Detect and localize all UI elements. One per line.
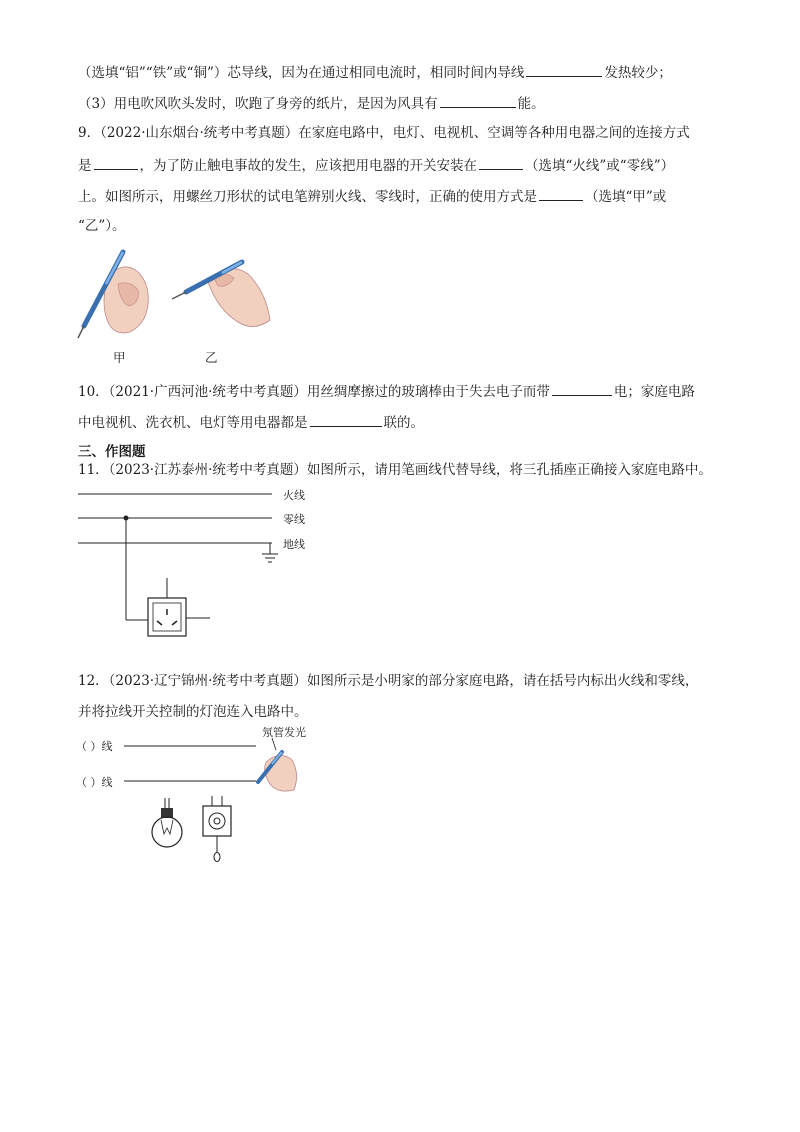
- neon-label: 氖管发光: [262, 726, 306, 739]
- q8-text: 能。: [517, 96, 545, 112]
- q9-line4: “乙”）。: [78, 218, 126, 234]
- q9-line1: 9．（2022·山东烟台·统考中考真题）在家庭电路中，电灯、电视机、空调等各种用电器之间的连接方式: [78, 125, 690, 141]
- wire2-label: （ ）线: [76, 776, 113, 789]
- q10-text: 联的。: [383, 415, 424, 431]
- section-title: 三、作图题: [78, 444, 146, 460]
- q9-text: 是: [78, 158, 92, 174]
- ground-wire-label: 地线: [283, 538, 305, 551]
- test-pen-hand-icon: [258, 738, 297, 791]
- q12-line2: 并将拉线开关控制的灯泡连入电路中。: [78, 704, 308, 720]
- q11-line1: 11．（2023·江苏泰州·统考中考真题）如图所示，请用笔画线代替导线，将三孔插座正确接入家庭电路中。: [78, 462, 712, 478]
- q8-text: （3）用电吹风吹头发时，吹跑了身旁的纸片，是因为风具有: [78, 96, 438, 112]
- neutral-wire-label: 零线: [283, 513, 305, 526]
- q10-text: 电；家庭电路: [613, 384, 695, 400]
- q8-text: （选填“铝”“铁”或“铜”）芯导线，因为在通过相同电流时，相同时间内导线: [78, 65, 525, 81]
- q12-line1: 12．（2023·辽宁锦州·统考中考真题）如图所示是小明家的部分家庭电路，请在括号内标出火线和零线，: [78, 673, 699, 689]
- light-bulb-icon: [152, 798, 182, 847]
- q9-text: 上。如图所示，用螺丝刀形状的试电笔辨别火线、零线时，正确的使用方式是: [78, 189, 537, 205]
- wire1-label: （ ）线: [76, 740, 113, 753]
- q8-text: 发热较少；: [604, 65, 672, 81]
- q10-text: 10．（2021·广西河池·统考中考真题）用丝绸摩擦过的玻璃棒由于失去电子而带: [78, 384, 550, 400]
- q9-text: （选填“甲”或: [585, 189, 667, 205]
- pull-switch-icon: [203, 796, 231, 862]
- q10-text: 中电视机、洗衣机、电灯等用电器都是: [78, 415, 308, 431]
- caption-jia: 甲: [113, 350, 126, 365]
- caption-yi: 乙: [205, 350, 218, 365]
- q9-text: ，为了防止触电事故的发生，应该把用电器的开关安装在: [139, 158, 477, 174]
- live-wire-label: 火线: [283, 489, 305, 502]
- q9-text: （选填“火线”或“零线”）: [525, 158, 675, 174]
